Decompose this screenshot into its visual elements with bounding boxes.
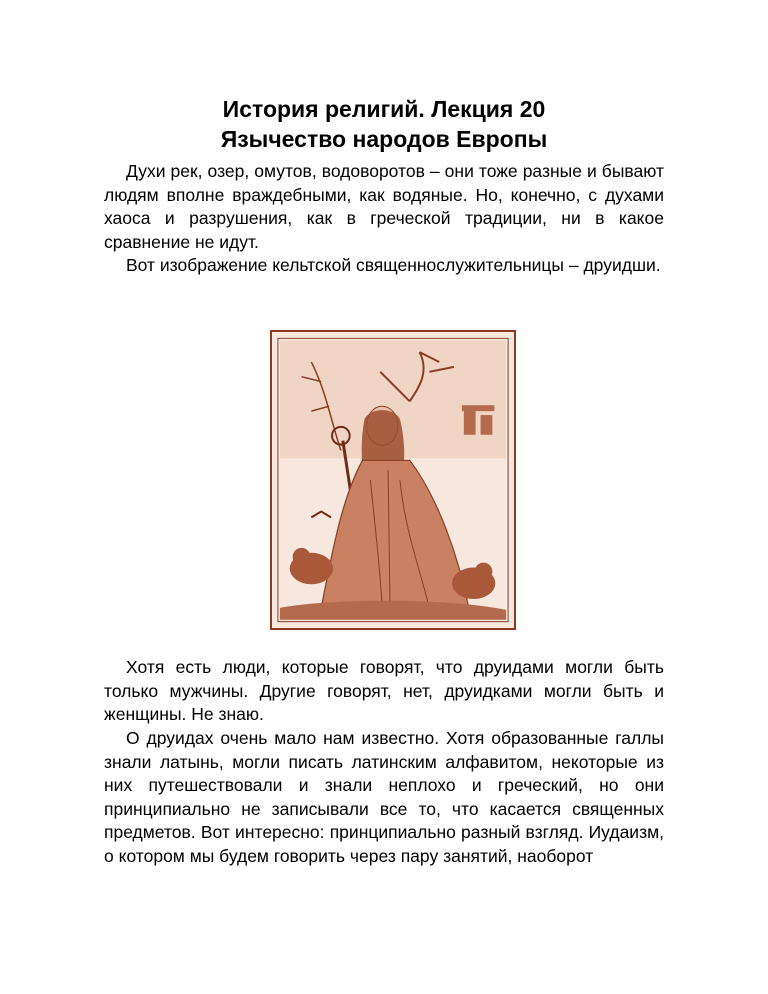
paragraph-druid-knowledge: О друидах очень мало нам известно. Хотя образованные галлы знали латынь, могли писать латинским алфавитом, некоторые из них путешествовали и знали неплохо и греческий, но они принципиально не записывали все то, что касается священных предметов. Вот интересно: принципиально разный взгляд. Иудаизм, о котором мы будем говорить через пару занятий, наоборот xyxy=(104,728,664,866)
druidess-drawing xyxy=(272,332,514,628)
paragraph-spirits: Духи рек, озер, омутов, водоворотов – они тоже разные и бывают людям вполне враждебными, как водяные. Но, конечно, с духами хаоса и разрушения, как в греческой традиции, ни в какое сравнение не идут. xyxy=(104,161,664,252)
lecture-subtitle: Язычество народов Европы xyxy=(220,126,548,152)
druidess-illustration xyxy=(270,330,516,630)
paragraph-druid-gender: Хотя есть люди, которые говорят, что друидами могли быть только мужчины. Другие говорят, нет, друидками могли быть и женщины. Не знаю. xyxy=(104,657,664,724)
lecture-title: История религий. Лекция 20 xyxy=(222,96,546,122)
paragraph-image-intro: Вот изображение кельтской священнослужительницы – друидши. xyxy=(126,255,661,275)
